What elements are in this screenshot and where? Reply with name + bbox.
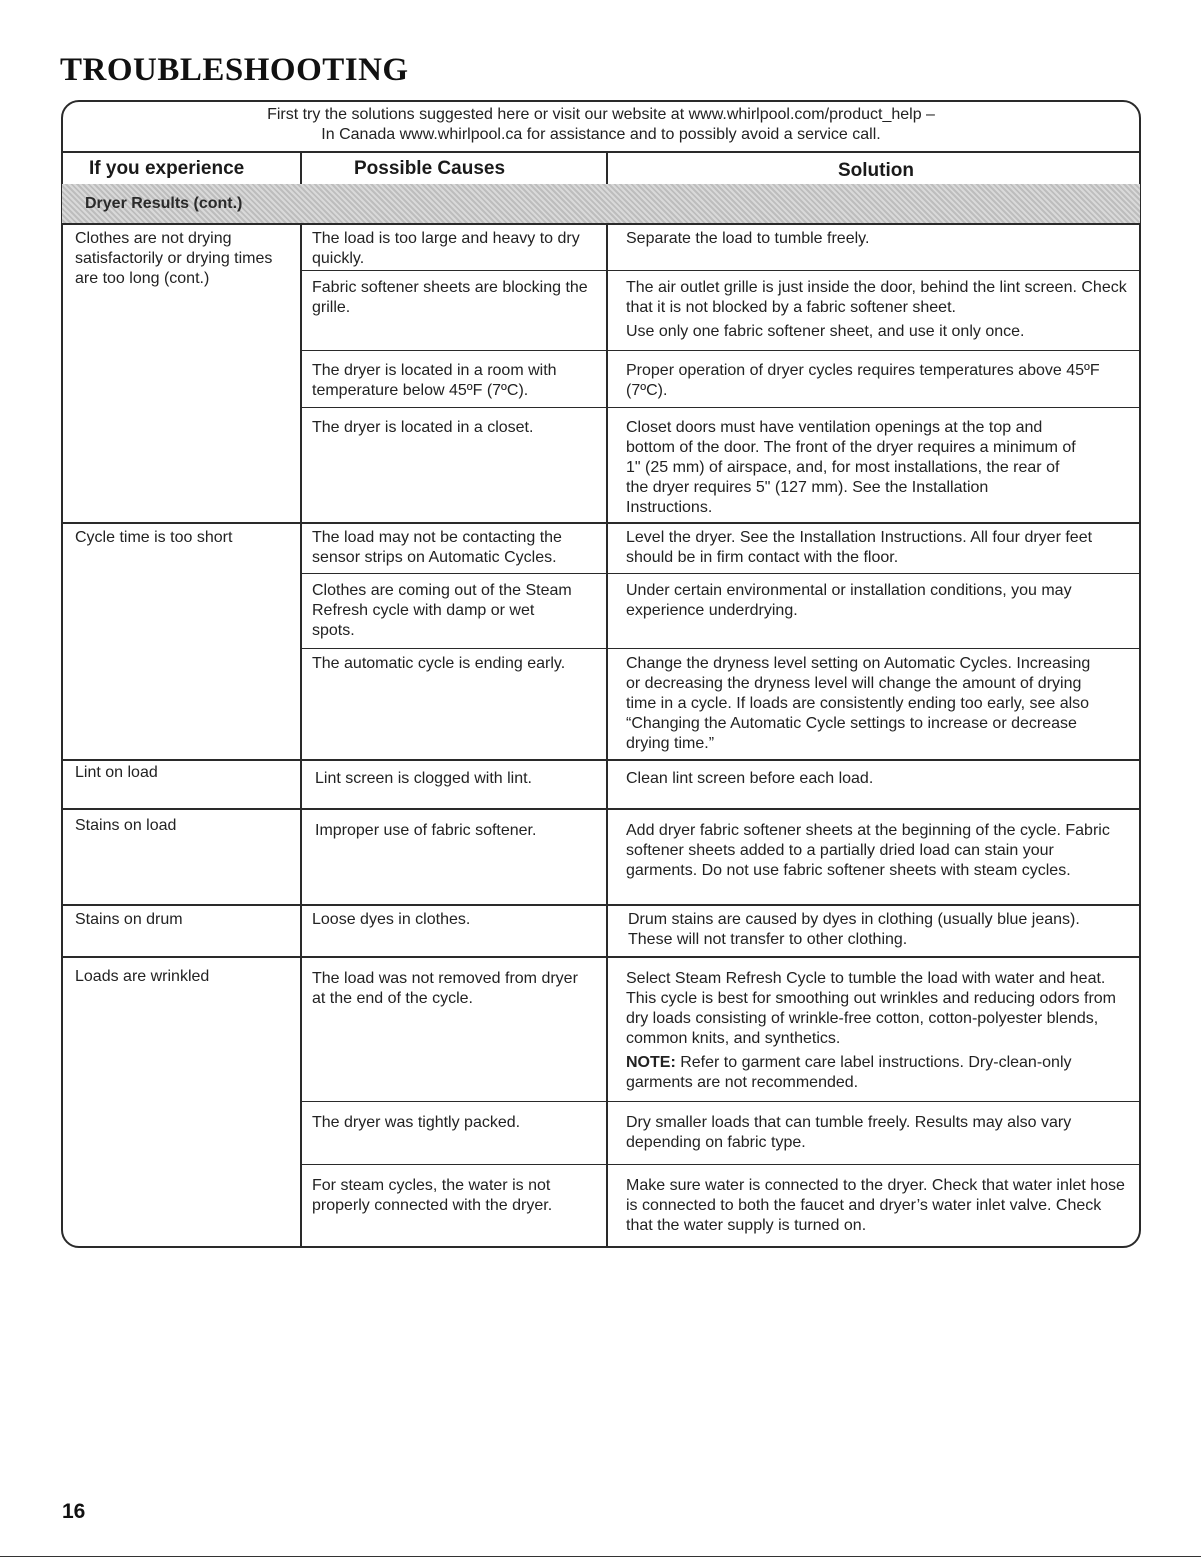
column-divider-1 [300,223,302,1248]
solution-text: Dry smaller loads that can tumble freely. Results may also vary depending on fabric type. [626,1114,1072,1151]
page-number: 16 [62,1500,86,1523]
solution-text: Drum stains are caused by dyes in clothing (usually blue jeans). These will not transfer to other clothing. [628,911,1080,948]
cause-cell: Fabric softener sheets are blocking the grille. [312,279,588,316]
cause-cell: The dryer was tightly packed. [312,1114,521,1131]
column-header-solution: Solution [838,160,914,181]
solution-text: Separate the load to tumble freely. [626,230,870,247]
problem-rule [62,759,1140,761]
cause-cell: Clothes are coming out of the Steam Refresh cycle with damp or wet spots. [312,582,572,639]
solution-text: Change the dryness level setting on Automatic Cycles. Increasing or decreasing the dryness level will change the amount of drying time in a cycle. If loads are consistently ending too early, see also “Changing the Automatic Cycle settings to increase or decrease drying time.” [626,655,1091,752]
solution-cell [626,528,1131,568]
cause-rule [300,1101,1140,1102]
problem-cell: Lint on load [75,764,158,781]
solution-cell [626,654,1101,754]
problem-cell: Stains on drum [75,911,183,928]
cause-rule [300,270,1140,271]
solution-cell [626,278,1131,342]
cause-cell: The load was not removed from dryer at the end of the cycle. [312,970,578,1007]
column-divider-2 [606,223,608,1248]
page-title: TROUBLESHOOTING [60,52,409,88]
cause-cell: The automatic cycle is ending early. [312,655,566,672]
solution-cell [626,769,1131,789]
cause-rule [300,407,1140,408]
solution-text: Make sure water is connected to the dryer. Check that water inlet hose is connected to both the faucet and dryer’s water inlet valve. Check that the water supply is turned on. [626,1177,1125,1234]
cause-rule [300,573,1140,574]
cause-cell: Lint screen is clogged with lint. [315,770,532,787]
note-paragraph [626,1053,1134,1093]
solution-text: Clean lint screen before each load. [626,770,874,787]
note-label: NOTE: [626,1054,676,1071]
solution-text: Select Steam Refresh Cycle to tumble the load with water and heat. This cycle is best for smoothing out wrinkles and reducing odors from dry loads consisting of wrinkle-free cotton, cotton-polyester blends, common knits, and synthetics. [626,970,1116,1047]
intro-line-1: First try the solutions suggested here or visit our website at www.whirlpool.com/product_help – [267,106,935,123]
solution-text: Add dryer fabric softener sheets at the beginning of the cycle. Fabric softener sheets added to a partially dried load can stain your garments. Do not use fabric softener sheets with steam cycles. [626,822,1110,879]
intro-text [61,105,1141,145]
problem-rule [62,808,1140,810]
column-header-experience: If you experience [89,158,245,179]
problem-rule [62,904,1140,906]
problem-cell: Cycle time is too short [75,529,233,546]
solution-cell [626,418,1076,518]
solution-text: Closet doors must have ventilation openings at the top and bottom of the door. The front of the dryer requires a minimum of 1" (25 mm) of airspace, and, for most installations, the rear of the dryer requires 5" (127 mm). See the Installation Instructions. [626,419,1076,516]
footer-rule [0,1556,1201,1557]
note-text: Refer to garment care label instructions. Dry-clean-only garments are not recommended. [626,1054,1072,1091]
problem-rule [62,522,1140,524]
header-divider-2 [606,151,608,184]
cause-cell: The load is too large and heavy to dry quickly. [312,230,580,267]
problem-cell: Stains on load [75,817,177,834]
cause-cell: Loose dyes in clothes. [312,911,471,928]
solution-cell [626,821,1126,881]
problem-rule [62,956,1140,958]
solution-cell [626,361,1131,401]
column-header-causes: Possible Causes [354,158,506,179]
cause-cell: The load may not be contacting the sensor strips on Automatic Cycles. [312,529,562,566]
header-divider-1 [300,151,302,184]
header-top-rule [62,151,1140,153]
problem-cell: Clothes are not drying satisfactorily or drying times are too long (cont.) [75,230,273,287]
solution-text: The air outlet grille is just inside the door, behind the lint screen. Check that it is not blocked by a fabric softener sheet. [626,279,1127,316]
solution-text: Level the dryer. See the Installation Instructions. All four dryer feet should be in firm contact with the floor. [626,529,1093,566]
intro-line-2: In Canada www.whirlpool.ca for assistance and to possibly avoid a service call. [321,126,881,143]
solution-cell [628,910,1108,950]
cause-cell: Improper use of fabric softener. [315,822,537,839]
cause-cell: For steam cycles, the water is not properly connected with the dryer. [312,1177,553,1214]
solution-cell [626,229,1131,249]
section-label: Dryer Results (cont.) [85,195,243,212]
cause-rule [300,350,1140,351]
cause-cell: The dryer is located in a closet. [312,419,534,436]
solution-text: Under certain environmental or installation conditions, you may experience underdrying. [626,582,1072,619]
solution-text: Use only one fabric softener sheet, and use it only once. [626,323,1025,340]
cause-cell: The dryer is located in a room with temperature below 45ºF (7ºC). [312,362,557,399]
solution-cell [626,1113,1101,1153]
cause-rule [300,648,1140,649]
band-bottom-rule [62,223,1140,225]
cause-rule [300,1164,1140,1165]
solution-text: Proper operation of dryer cycles requires temperatures above 45ºF (7ºC). [626,362,1100,399]
solution-cell [626,581,1086,621]
solution-cell [626,969,1134,1093]
solution-cell [626,1176,1126,1236]
problem-cell: Loads are wrinkled [75,968,210,985]
